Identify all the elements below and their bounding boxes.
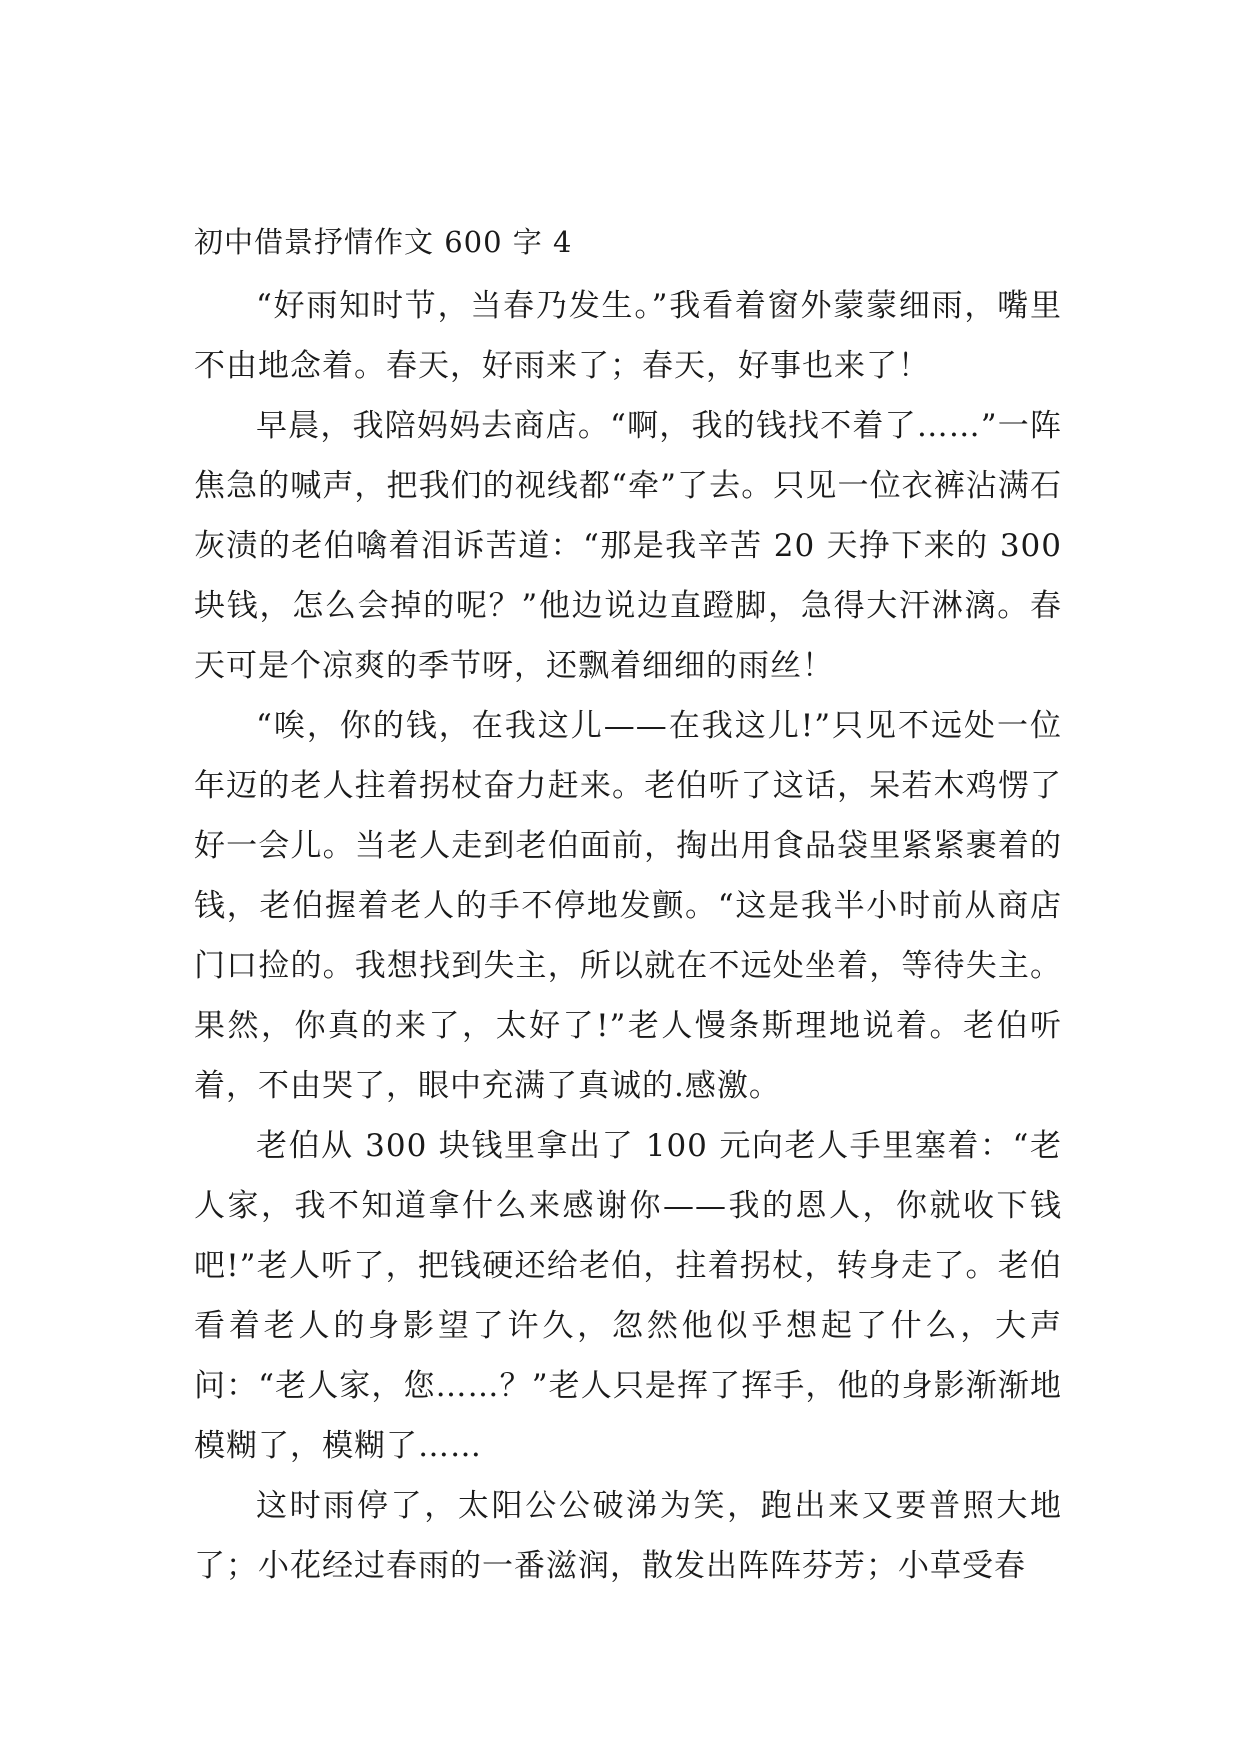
paragraph-5: 这时雨停了，太阳公公破涕为笑，跑出来又要普照大地了；小花经过春雨的一番滋润，散发出阵阵芬芳；小草受春 — [194, 1488, 1062, 1584]
document-body — [194, 222, 1062, 1596]
paragraph-2: 早晨，我陪妈妈去商店。“啊，我的钱找不着了……”一阵焦急的喊声，把我们的视线都“牵”了去。只见一位衣裤沾满石灰渍的老伯噙着泪诉苦道：“那是我辛苦 20 天挣下来的 300 块钱，怎么会掉的呢？”他边说边直蹬脚，急得大汗淋漓。春天可是个凉爽的季节呀，还飘着细细的雨丝！ — [194, 408, 1062, 684]
paragraph-4: 老伯从 300 块钱里拿出了 100 元向老人手里塞着：“老人家，我不知道拿什么来感谢你——我的恩人，你就收下钱吧!”老人听了，把钱硬还给老伯，拄着拐杖，转身走了。老伯看着老人的身影望了许久，忽然他似乎想起了什么，大声问：“老人家，您……？”老人只是挥了挥手，他的身影渐渐地模糊了，模糊了…… — [194, 1128, 1062, 1464]
paragraph-1: “好雨知时节，当春乃发生。”我看着窗外蒙蒙细雨，嘴里不由地念着。春天，好雨来了；春天，好事也来了！ — [194, 288, 1062, 384]
paragraph-3: “唉，你的钱，在我这儿——在我这儿!”只见不远处一位年迈的老人拄着拐杖奋力赶来。老伯听了这话，呆若木鸡愣了好一会儿。当老人走到老伯面前，掏出用食品袋里紧紧裹着的钱，老伯握着老人的手不停地发颤。“这是我半小时前从商店门口捡的。我想找到失主，所以就在不远处坐着，等待失主。果然，你真的来了，太好了!”老人慢条斯理地说着。老伯听着，不由哭了，眼中充满了真诚的.感激。 — [194, 708, 1062, 1104]
document-title: 初中借景抒情作文 600 字 4 — [194, 225, 573, 259]
